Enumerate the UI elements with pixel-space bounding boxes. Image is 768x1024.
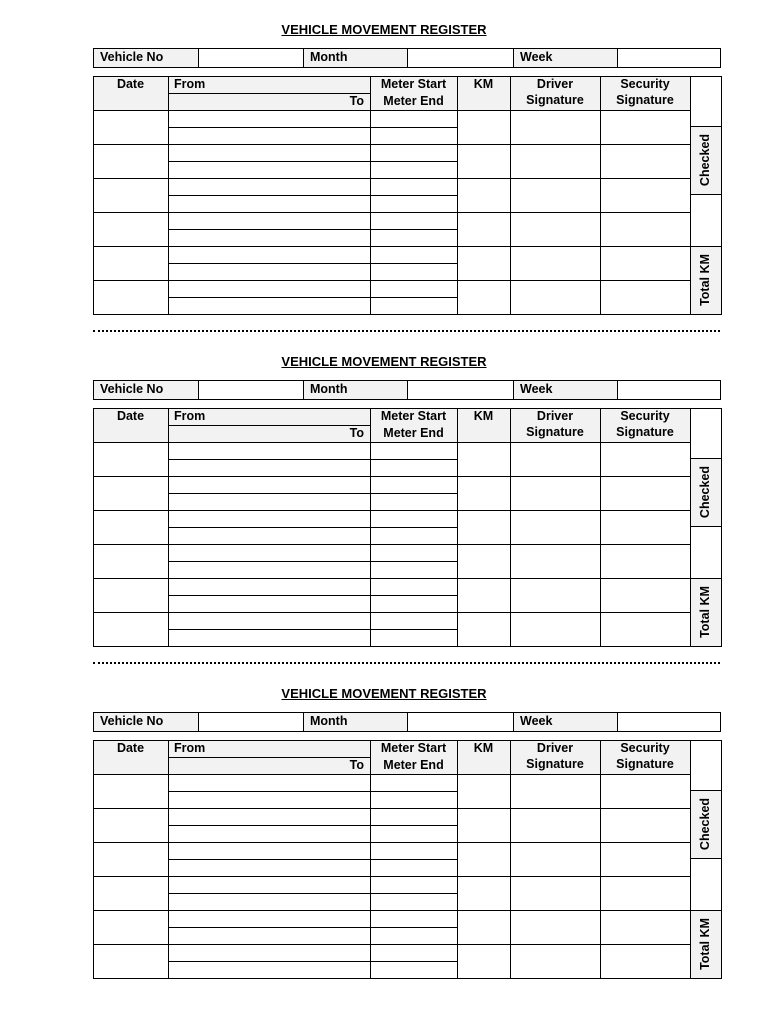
month-field[interactable] (408, 381, 514, 399)
column-line (690, 740, 691, 979)
to-header: To (349, 426, 364, 440)
row-subline (168, 629, 457, 630)
week-field[interactable] (618, 49, 720, 67)
to-header: To (349, 94, 364, 108)
meter-end-header: Meter End (383, 426, 444, 440)
header-bottom (93, 110, 690, 111)
column-line (690, 408, 691, 647)
row-line (93, 280, 690, 281)
security-header: Security (620, 77, 670, 91)
side-border-top (690, 408, 722, 409)
month-field[interactable] (408, 49, 514, 67)
form-title-text: VEHICLE MOVEMENT REGISTER (281, 22, 487, 37)
movement-table (93, 740, 722, 978)
driver-header: Driver (536, 741, 574, 755)
vehicle-no-label: Vehicle No (94, 381, 199, 399)
to-header: To (349, 758, 364, 772)
driver-signature-header: Signature (526, 93, 584, 107)
row-line (93, 510, 690, 511)
row-subline (168, 127, 457, 128)
vehicle-info-row (93, 48, 721, 68)
km-header: KM (473, 741, 494, 755)
register-form (0, 22, 768, 322)
row-line (93, 808, 690, 809)
row-line (93, 144, 690, 145)
form-title (0, 22, 768, 38)
meter-start-header: Meter Start (380, 741, 447, 755)
header-bottom (93, 774, 690, 775)
vehicle-info-row (93, 380, 721, 400)
form-title (0, 686, 768, 702)
driver-signature-header: Signature (526, 757, 584, 771)
column-line (690, 76, 691, 315)
meter-end-header: Meter End (383, 758, 444, 772)
driver-signature-header: Signature (526, 425, 584, 439)
total-km-label: Total KM (697, 918, 712, 970)
row-subline (168, 595, 457, 596)
form-title (0, 354, 768, 370)
total-km-label: Total KM (697, 586, 712, 638)
date-header: Date (116, 409, 145, 423)
row-line (93, 578, 690, 579)
table-border-bottom (93, 978, 722, 979)
table-border-bottom (93, 646, 722, 647)
row-subline (168, 493, 457, 494)
row-subline (168, 195, 457, 196)
table-border-right (721, 408, 722, 647)
km-header: KM (473, 77, 494, 91)
side-border-top (690, 76, 722, 77)
checked-label: Checked (697, 797, 712, 851)
security-signature-header: Signature (616, 757, 674, 771)
movement-table (93, 408, 722, 646)
row-line (93, 212, 690, 213)
row-subline (168, 791, 457, 792)
security-signature-header: Signature (616, 93, 674, 107)
vehicle-no-field[interactable] (199, 713, 304, 731)
row-subline (168, 893, 457, 894)
row-subline (168, 825, 457, 826)
week-label: Week (514, 381, 618, 399)
register-form (0, 686, 768, 986)
from-header: From (174, 741, 206, 755)
cut-line (93, 662, 720, 664)
total-km-label: Total KM (697, 254, 712, 306)
row-subline (168, 297, 457, 298)
row-line (93, 476, 690, 477)
side-line (690, 526, 721, 527)
form-title-text: VEHICLE MOVEMENT REGISTER (281, 354, 487, 369)
month-label: Month (304, 49, 408, 67)
row-line (93, 246, 690, 247)
movement-table (93, 76, 722, 314)
row-line (93, 944, 690, 945)
row-line (93, 876, 690, 877)
week-label: Week (514, 713, 618, 731)
row-subline (168, 161, 457, 162)
header-bottom (93, 442, 690, 443)
km-header: KM (473, 409, 494, 423)
row-line (93, 842, 690, 843)
date-header: Date (116, 77, 145, 91)
security-header: Security (620, 741, 670, 755)
row-line (93, 910, 690, 911)
vehicle-no-field[interactable] (199, 49, 304, 67)
row-subline (168, 229, 457, 230)
month-field[interactable] (408, 713, 514, 731)
from-header: From (174, 409, 206, 423)
row-line (93, 544, 690, 545)
table-border-bottom (93, 314, 722, 315)
side-line (690, 194, 721, 195)
driver-header: Driver (536, 77, 574, 91)
week-field[interactable] (618, 713, 720, 731)
row-subline (168, 859, 457, 860)
week-field[interactable] (618, 381, 720, 399)
driver-header: Driver (536, 409, 574, 423)
date-header: Date (116, 741, 145, 755)
from-header: From (174, 77, 206, 91)
row-subline (168, 263, 457, 264)
meter-start-header: Meter Start (380, 77, 447, 91)
form-title-text: VEHICLE MOVEMENT REGISTER (281, 686, 487, 701)
security-signature-header: Signature (616, 425, 674, 439)
month-label: Month (304, 381, 408, 399)
table-border-right (721, 76, 722, 315)
row-subline (168, 527, 457, 528)
meter-start-header: Meter Start (380, 409, 447, 423)
row-subline (168, 459, 457, 460)
row-line (93, 612, 690, 613)
week-label: Week (514, 49, 618, 67)
side-line (690, 858, 721, 859)
side-border-top (690, 740, 722, 741)
table-border-right (721, 740, 722, 979)
checked-label: Checked (697, 465, 712, 519)
row-subline (168, 961, 457, 962)
meter-end-header: Meter End (383, 94, 444, 108)
vehicle-info-row (93, 712, 721, 732)
vehicle-no-label: Vehicle No (94, 49, 199, 67)
vehicle-no-field[interactable] (199, 381, 304, 399)
row-subline (168, 927, 457, 928)
register-form (0, 354, 768, 654)
checked-label: Checked (697, 133, 712, 187)
security-header: Security (620, 409, 670, 423)
row-line (93, 178, 690, 179)
vehicle-no-label: Vehicle No (94, 713, 199, 731)
cut-line (93, 330, 720, 332)
row-subline (168, 561, 457, 562)
month-label: Month (304, 713, 408, 731)
